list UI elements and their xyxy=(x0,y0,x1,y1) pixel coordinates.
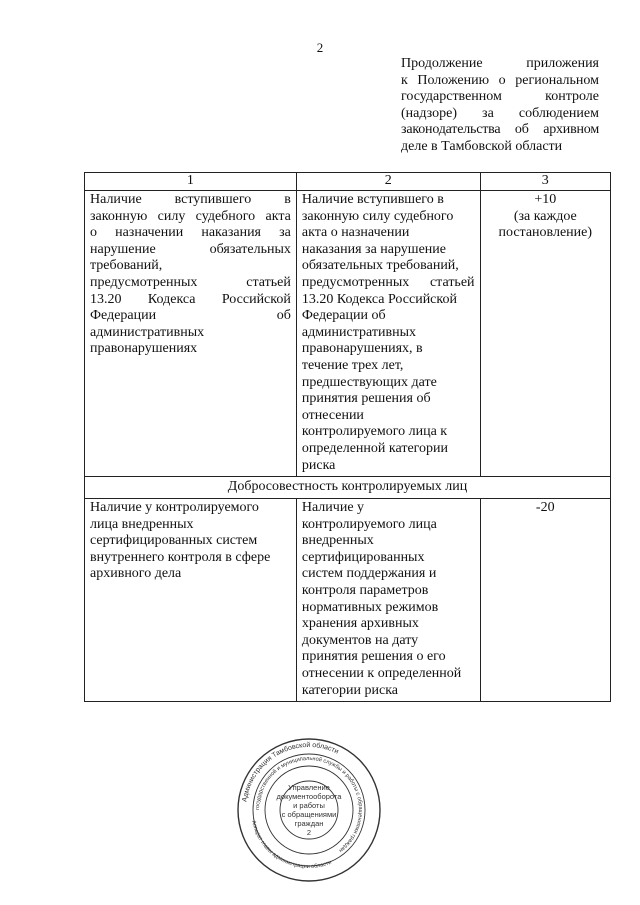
stamp-center-line: с обращениями xyxy=(281,810,337,819)
cell-line: архивного дела xyxy=(90,566,182,582)
cell-line: наказания за нарушение xyxy=(301,241,446,257)
cell-line: Наличие вступившего в xyxy=(301,192,444,207)
stamp-middle-text: государственной и муниципальной службы и работы с обращениями граждан xyxy=(254,755,364,854)
stamp-center-line: граждан xyxy=(294,819,324,828)
cell-line: нарушение обязательных xyxy=(90,241,291,257)
cell-line: административных xyxy=(90,324,205,340)
appendix-line: (надзоре) за соблюдением xyxy=(401,105,599,121)
stamp-center-line: документооборота xyxy=(276,792,342,801)
cell-line: внутреннего контроля в сфере xyxy=(90,549,271,565)
cell-line: 13.20 Кодекса Российской xyxy=(90,291,291,307)
cell-line: акта о назначении xyxy=(301,225,410,241)
cell-line: законную силу судебного xyxy=(301,208,454,224)
cell-line: предусмотренных статьей xyxy=(90,274,291,290)
cell-line: хранения архивных xyxy=(301,616,419,632)
cell-line: 13.20 Кодекса Российской xyxy=(301,291,457,307)
cell-line: Федерации об xyxy=(90,308,291,324)
stamp-center-line: 2 xyxy=(306,828,312,837)
official-stamp xyxy=(236,737,382,883)
appendix-reference xyxy=(401,56,599,155)
appendix-line: к Положению о региональном xyxy=(401,72,599,88)
cell-line: принятия решения о его xyxy=(301,649,446,665)
cell-line: Федерации об xyxy=(301,308,386,324)
page-number: 2 xyxy=(316,40,324,55)
section-title: Добросовестность контролируемых лиц xyxy=(85,477,611,499)
cell-line: риска xyxy=(301,457,336,473)
cell-line: отнесении xyxy=(301,407,364,423)
cell-line: правонарушениях xyxy=(90,341,198,357)
cell-line: систем поддержания и xyxy=(301,566,437,582)
cell-line: сертифицированных xyxy=(301,549,425,565)
table-header-row xyxy=(85,173,611,191)
score-value: +10 xyxy=(534,192,557,207)
cell-line: категории риска xyxy=(301,682,399,698)
cell-line: предшествующих дате xyxy=(301,374,437,390)
stamp-center-text xyxy=(236,783,382,837)
cell-line: предусмотренных статьей xyxy=(301,274,475,290)
score-cell xyxy=(480,499,610,702)
indicator-cell xyxy=(296,191,480,477)
appendix-line: законодательства об архивном xyxy=(401,122,599,137)
cell-line: обязательных требований, xyxy=(301,258,459,274)
cell-line: внедренных xyxy=(301,533,374,549)
cell-line: определенной категории xyxy=(301,440,449,456)
cell-line: о назначении наказания за xyxy=(90,225,291,241)
stamp-center-line: и работы xyxy=(293,801,325,810)
criterion-cell xyxy=(85,191,297,477)
cell-line: документов на дату xyxy=(301,632,419,648)
cell-line: отнесении к определенной xyxy=(301,666,462,682)
cell-line: сертифицированных систем xyxy=(90,533,258,549)
column-header: 3 xyxy=(480,173,610,191)
cell-line: контролируемого лица к xyxy=(301,424,448,440)
score-cell xyxy=(480,191,610,477)
column-header: 2 xyxy=(296,173,480,191)
appendix-line: деле в Тамбовской области xyxy=(401,138,563,154)
cell-line: Наличие вступившего в xyxy=(90,192,291,207)
score-note: (за каждое xyxy=(513,208,577,224)
stamp-outer-text: Администрация Тамбовской области xyxy=(241,741,340,803)
table-row xyxy=(85,499,611,702)
indicator-cell xyxy=(296,499,480,702)
cell-line: течение трех лет, xyxy=(301,357,404,373)
cell-line: Наличие у контролируемого xyxy=(90,500,259,516)
column-header: 1 xyxy=(85,173,297,191)
risk-criteria-table xyxy=(84,172,611,702)
table-row xyxy=(85,191,611,477)
section-heading-row xyxy=(85,477,611,499)
cell-line: нормативных режимов xyxy=(301,599,439,615)
cell-line: административных xyxy=(301,324,417,340)
stamp-center-line: Управление xyxy=(288,783,330,792)
appendix-line: Продолжение приложения xyxy=(401,56,599,71)
cell-line: принятия решения об xyxy=(301,391,431,407)
cell-line: законную силу судебного акта xyxy=(90,208,291,224)
cell-line: контролируемого лица xyxy=(301,516,437,532)
criterion-cell xyxy=(85,499,297,702)
score-value: -20 xyxy=(535,500,555,516)
cell-line: правонарушениях, в xyxy=(301,341,423,357)
score-note: постановление) xyxy=(498,225,593,241)
stamp-bottom-text: Аппарат главы администрации области xyxy=(250,819,333,871)
cell-line: контроля параметров xyxy=(301,583,429,599)
cell-line: лица внедренных xyxy=(90,516,194,532)
cell-line: Наличие у xyxy=(301,500,365,516)
cell-line: требований, xyxy=(90,258,163,274)
appendix-line: государственном контроле xyxy=(401,89,599,104)
